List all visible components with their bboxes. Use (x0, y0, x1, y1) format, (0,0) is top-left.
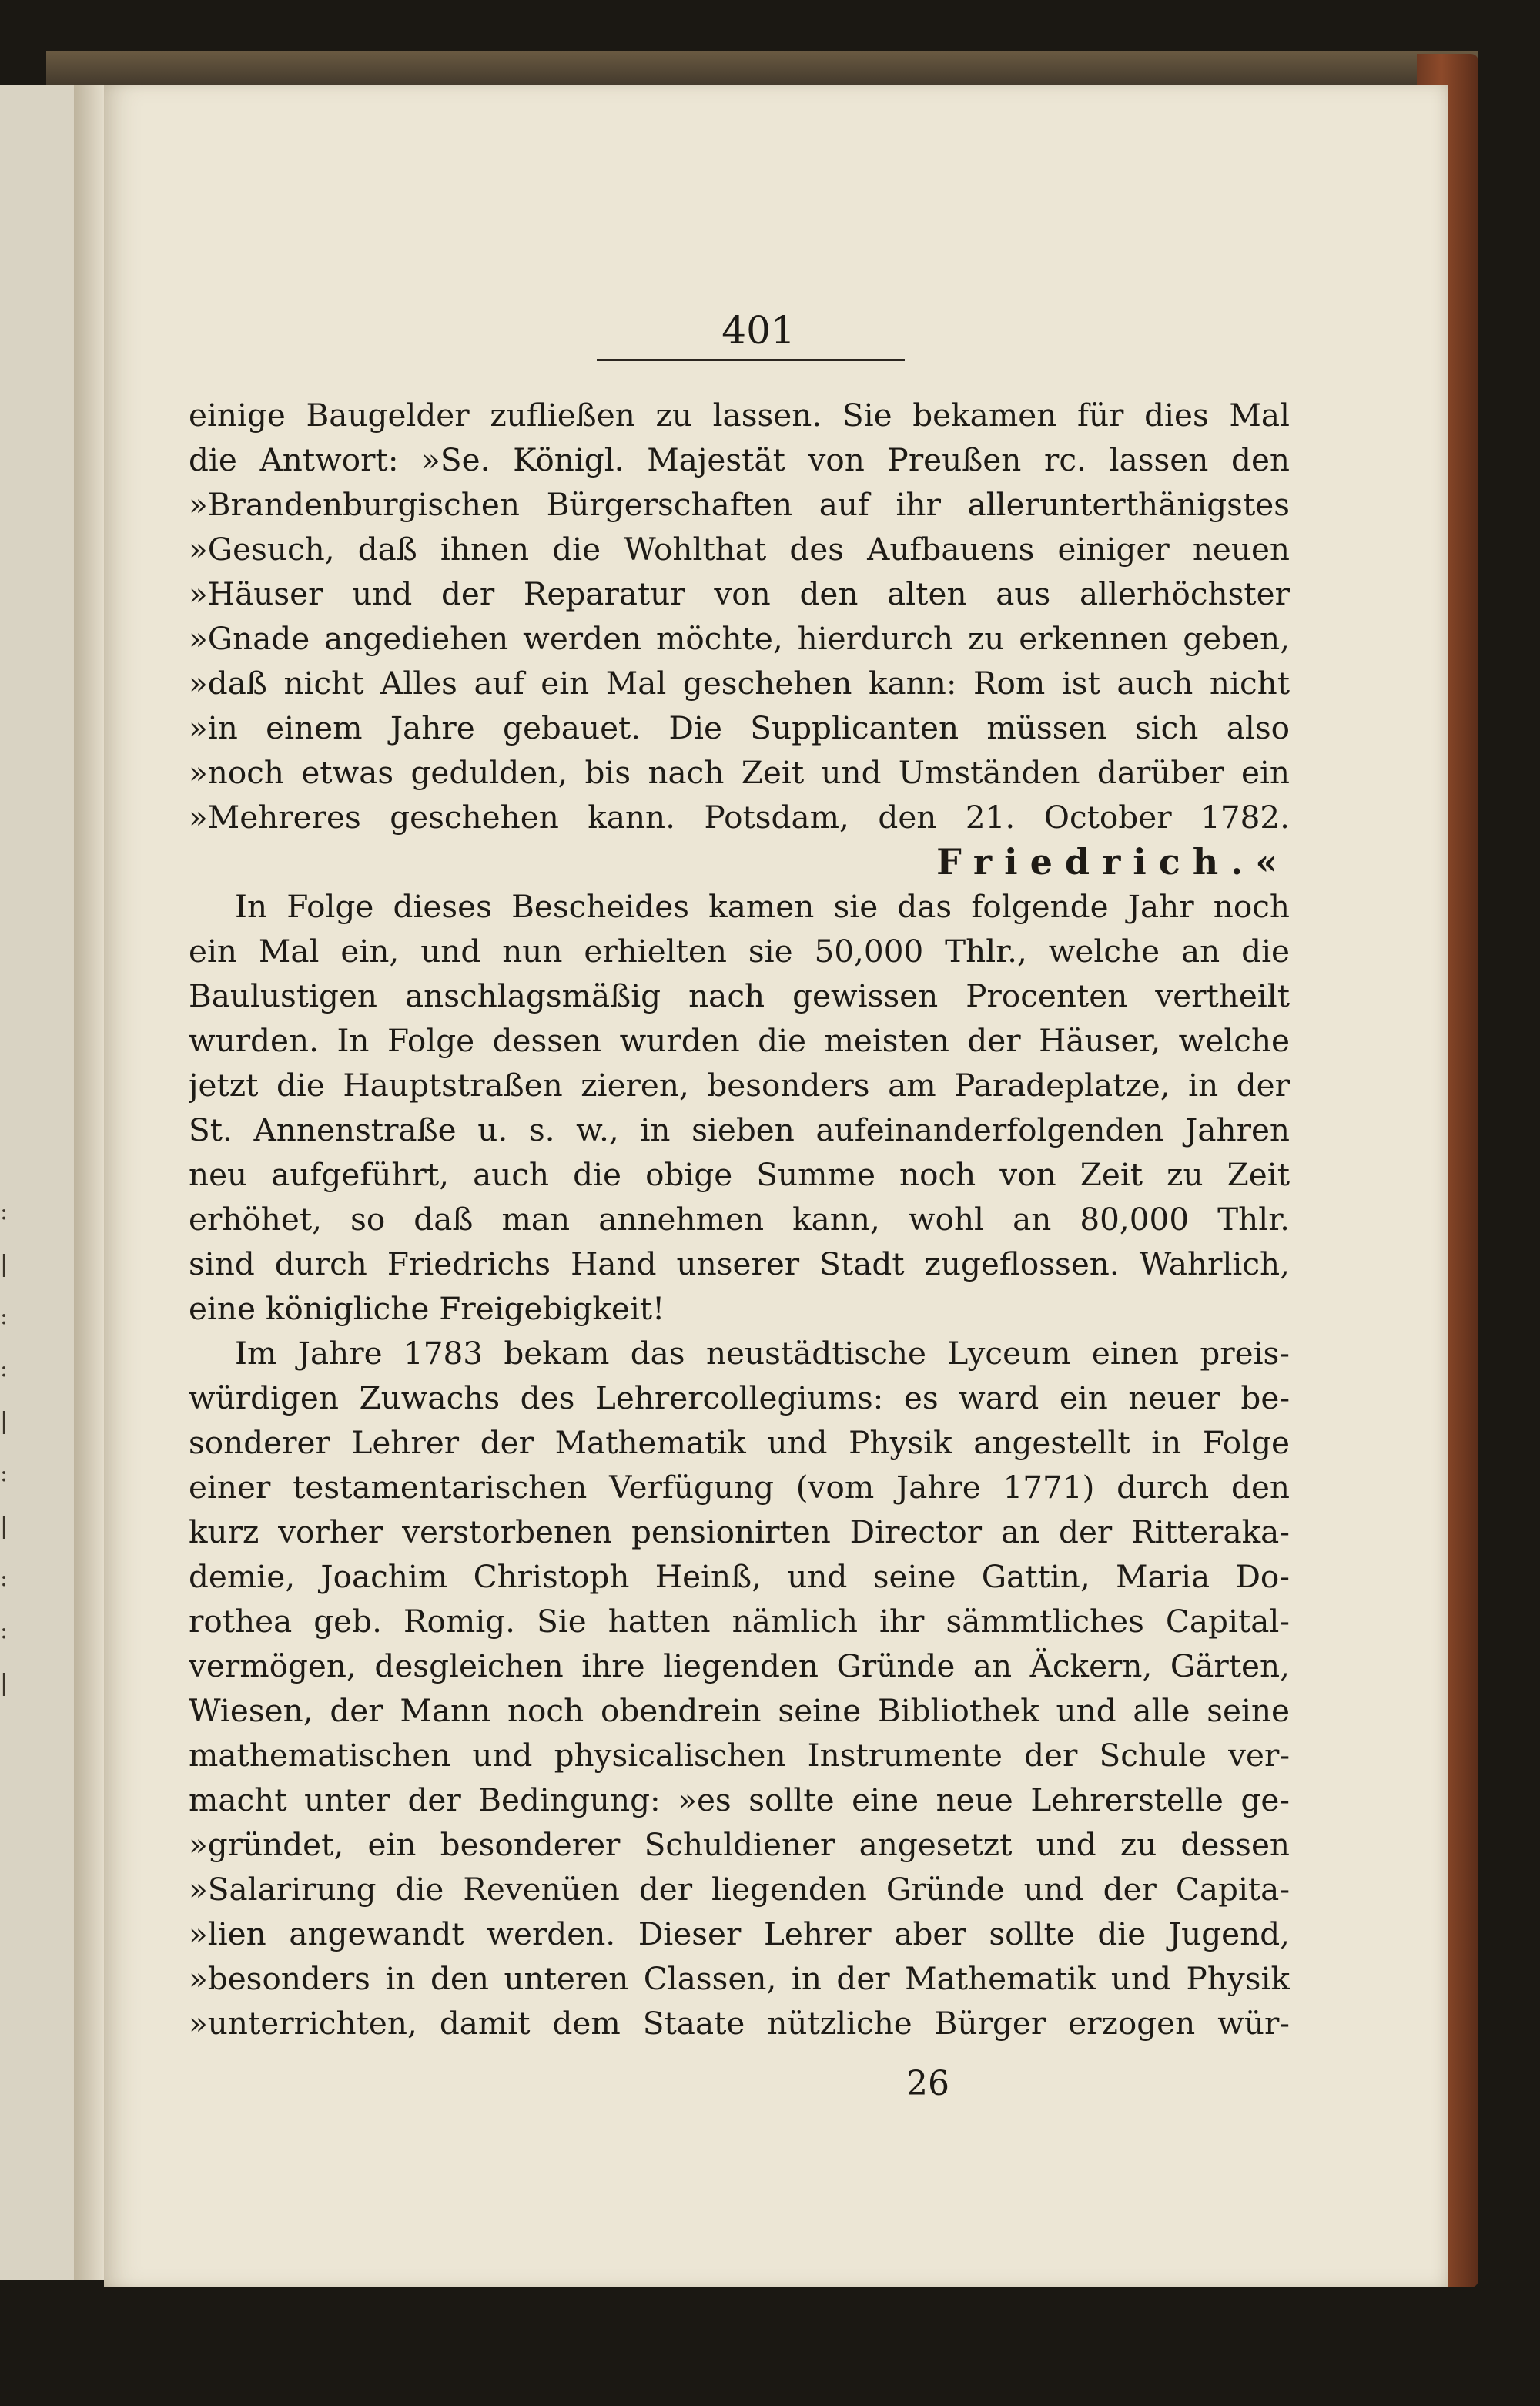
text-line: sonderer Lehrer der Mathematik und Physik angestellt in Folge (189, 1424, 1290, 1461)
text-line: »lien angewandt werden. Dieser Lehrer aber sollte die Jugend, (189, 1915, 1290, 1952)
signature-friedrich: Friedrich.« (936, 841, 1290, 883)
page-number: 401 (721, 308, 795, 353)
text-line: »besonders in den unteren Classen, in der Mathematik und Physik (189, 1960, 1290, 1997)
text-line: sind durch Friedrichs Hand unserer Stadt zugeflossen. Wahrlich, (189, 1245, 1290, 1282)
text-line: St. Annenstraße u. s. w., in sieben aufeinanderfolgenden Jahren (189, 1111, 1290, 1148)
text-line: »Mehreres geschehen kann. Potsdam, den 21. October 1782. (189, 799, 1290, 836)
text-line: eine königliche Freigebigkeit! (189, 1290, 665, 1327)
text-line: vermögen, desgleichen ihre liegenden Gründe an Äckern, Gärten, (189, 1647, 1290, 1684)
text-line: »in einem Jahre gebauet. Die Supplicanten müssen sich also (189, 709, 1290, 746)
text-line: macht unter der Bedingung: »es sollte eine neue Lehrerstelle ge- (189, 1781, 1290, 1818)
text-line: »noch etwas gedulden, bis nach Zeit und Umständen darüber ein (189, 754, 1290, 791)
header-rule (597, 359, 905, 361)
facing-page-text-fragments: : | : : | : | : : | (0, 1198, 8, 1697)
book-gutter (74, 85, 105, 2280)
book-page (104, 85, 1448, 2287)
text-line: »unterrichten, damit dem Staate nützliche Bürger erzogen wür- (189, 2005, 1290, 2042)
text-line: »Häuser und der Reparatur von den alten aus allerhöchster (189, 575, 1290, 612)
text-line: »daß nicht Alles auf ein Mal geschehen kann: Rom ist auch nicht (189, 665, 1290, 702)
text-line: Wiesen, der Mann noch obendrein seine Bibliothek und alle seine (189, 1692, 1290, 1729)
text-line: würdigen Zuwachs des Lehrercollegiums: es ward ein neuer be- (189, 1379, 1290, 1416)
text-line: erhöhet, so daß man annehmen kann, wohl an 80,000 Thlr. (189, 1201, 1290, 1238)
body-text (189, 393, 1290, 2046)
text-line: »Gnade angediehen werden möchte, hierdurch zu erkennen geben, (189, 620, 1290, 657)
text-line: rothea geb. Romig. Sie hatten nämlich ihr sämmtliches Capital- (189, 1603, 1290, 1640)
text-line: »Salarirung die Revenüen der liegenden Gründe und der Capita- (189, 1871, 1290, 1908)
text-line: demie, Joachim Christoph Heinß, und seine Gattin, Maria Do- (189, 1558, 1290, 1595)
text-line: jetzt die Hauptstraßen zieren, besonders am Paradeplatze, in der (189, 1067, 1290, 1104)
text-line: kurz vorher verstorbenen pensionirten Director an der Ritteraka- (189, 1513, 1290, 1550)
text-line: mathematischen und physicalischen Instrumente der Schule ver- (189, 1737, 1290, 1774)
text-line: Baulustigen anschlagsmäßig nach gewissen Procenten vertheilt (189, 977, 1290, 1014)
text-line: neu aufgeführt, auch die obige Summe noch von Zeit zu Zeit (189, 1156, 1290, 1193)
text-line: einer testamentarischen Verfügung (vom Jahre 1771) durch den (189, 1469, 1290, 1506)
text-line: »Gesuch, daß ihnen die Wohlthat des Aufbauens einiger neuen (189, 531, 1290, 568)
text-line: »Brandenburgischen Bürgerschaften auf ihr allerunterthänigstes (189, 486, 1290, 523)
text-line: »gründet, ein besonderer Schuldiener angesetzt und zu dessen (189, 1826, 1290, 1863)
text-line: wurden. In Folge dessen wurden die meisten der Häuser, welche (189, 1022, 1290, 1059)
text-line: die Antwort: »Se. Königl. Majestät von Preußen rc. lassen den (189, 441, 1290, 478)
signature-mark: 26 (906, 2064, 949, 2103)
text-line: Im Jahre 1783 bekam das neustädtische Lyceum einen preis- (235, 1335, 1290, 1372)
text-line: In Folge dieses Bescheides kamen sie das folgende Jahr noch (235, 888, 1290, 925)
text-line: einige Baugelder zufließen zu lassen. Sie bekamen für dies Mal (189, 397, 1290, 434)
text-line: ein Mal ein, und nun erhielten sie 50,000 Thlr., welche an die (189, 933, 1290, 970)
